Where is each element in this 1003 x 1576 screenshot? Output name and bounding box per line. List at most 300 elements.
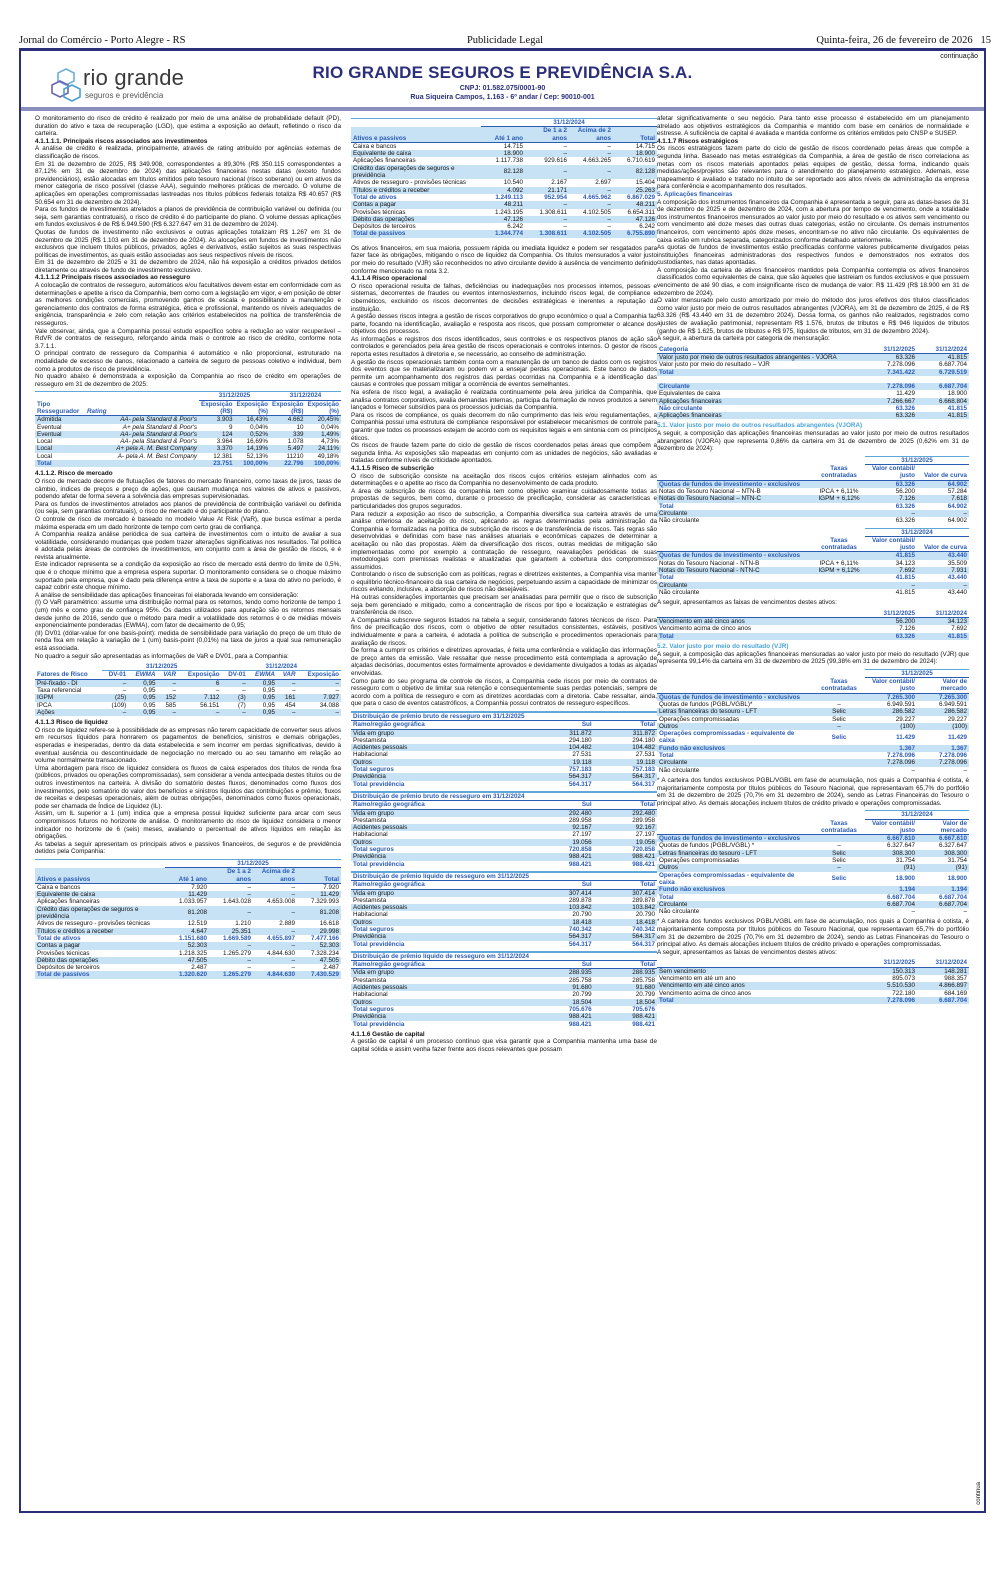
table-cell: 81.208 xyxy=(165,906,209,921)
table-row xyxy=(351,209,657,216)
table-cell: 104.482 xyxy=(594,744,657,751)
column-header: Sul xyxy=(530,881,593,889)
table-cell: – xyxy=(242,687,246,695)
table-cell: 6.687.704 xyxy=(886,893,915,901)
table-cell: Circulante xyxy=(657,759,813,766)
table-cell: 740.342 xyxy=(568,925,592,933)
table-cell: 0,95 xyxy=(248,709,277,716)
table-row xyxy=(351,904,657,911)
column-header: Total xyxy=(594,721,657,729)
table-cell: Total xyxy=(35,460,85,467)
table-cell: 1.643.028 xyxy=(222,898,251,906)
table-row xyxy=(657,819,969,835)
table-cell: Ativos de resseguro - provisões técnicas xyxy=(353,179,467,187)
table-cell: – xyxy=(157,679,178,687)
table-cell: 91.680 xyxy=(594,984,657,991)
table-cell: AA- pela Standard & Poor's xyxy=(120,438,197,446)
table-cell: Quotas de fundos de investimento - exclusivos xyxy=(657,693,813,701)
period-header: 31/12/2025 xyxy=(102,663,222,671)
table-cell: Vida em grupo xyxy=(351,809,530,817)
table-cell: Habitacional xyxy=(353,751,388,759)
table-cell: 63.326 xyxy=(895,517,915,525)
column-header: 31/12/2025 xyxy=(865,959,917,967)
column-header: Taxas contratadas xyxy=(813,819,865,835)
table-cell: 41.815 xyxy=(917,633,969,640)
table-cell: Contas a pagar xyxy=(35,942,165,949)
table-cell: 18.900 xyxy=(947,875,967,883)
table-cell: 91.680 xyxy=(530,984,593,991)
table-cell: – xyxy=(298,679,341,687)
table-cell: – xyxy=(178,709,221,716)
table-cell: 15.404 xyxy=(635,179,655,187)
table-cell: – xyxy=(525,216,569,223)
table-row xyxy=(351,230,657,237)
table-cell: Total xyxy=(659,502,674,510)
table-cell: – xyxy=(917,582,969,589)
table-cell: – xyxy=(277,709,298,716)
table-cell: Acidentes pessoais xyxy=(351,824,530,831)
table-row xyxy=(351,737,657,744)
table-cell: A- pela A. M. Best Company xyxy=(117,452,197,460)
column-header: Valor contábil/ justo xyxy=(865,536,917,552)
table-cell: 1,49% xyxy=(306,431,342,438)
table-row xyxy=(657,582,969,589)
table-cell: 1.344.774 xyxy=(481,230,525,237)
table-cell: Total previdência xyxy=(353,1020,405,1028)
table-cell: Quotas de fundos (PGBL/VGBL)* xyxy=(659,700,753,708)
table-cell: Local xyxy=(37,438,53,446)
table-cell: 564.317 xyxy=(632,940,655,948)
table-row xyxy=(657,990,969,997)
newspaper-name: Jornal do Comércio - Porto Alegre - RS xyxy=(19,34,186,46)
table-cell: 19.118 xyxy=(530,759,593,766)
table-cell: 7.278.096 xyxy=(865,759,917,766)
paragraph: A gestão de capital é um processo contínuo que visa garantir que a Companhia mantenha uma base de capital sólida e assim venha fazer frente aos riscos relevantes que possam xyxy=(351,1038,657,1054)
table-cell: 47.126 xyxy=(613,216,657,223)
column-header: Até 1 ano xyxy=(165,868,209,884)
table-cell: 19.056 xyxy=(594,839,657,846)
table-cell: 7.278.096 xyxy=(865,997,917,1004)
table-cell: 4.653.008 xyxy=(266,898,295,906)
paragraph: A seguir, a composição das aplicações financeiras mensuradas ao valor justo por meio do resultado (VJR) que representa 99,14% da carteira em 31 de dezembro de 2025 (99,38% em 31 de dezembro de 2024): xyxy=(657,650,969,666)
paragraph: A gestão de riscos operacionais também conta com a manutenção de um banco de dados com os registros dos eventos que se materializaram ou podem vir a ensejar perdas operacionais. Este banco de dados permite um acompanhamento dos registros das perdas ocorridas na Companhia e a identificação das causas e controles que possam mitigar a ocorrência de eventos semelhantes. xyxy=(351,358,657,389)
table-cell: – xyxy=(813,864,865,871)
column-header: Total xyxy=(594,801,657,809)
table-cell: Títulos e créditos a receber xyxy=(35,928,165,935)
table-cell: 11.429 xyxy=(896,390,915,398)
table-cell: 988.421 xyxy=(568,1020,592,1028)
table-row xyxy=(657,480,969,488)
table-cell: 6.327.647 xyxy=(938,842,967,850)
table-cell: 311.872 xyxy=(594,729,657,737)
table-cell: – xyxy=(963,766,967,774)
column-header xyxy=(657,536,813,552)
table-caption: Distribuição de prêmio bruto de resseguro em 31/12/2024 xyxy=(351,792,657,801)
table-cell: Caixa e bancos xyxy=(353,142,397,150)
table-cell: Valor justo por meio do resultado – VJR xyxy=(659,361,770,369)
column-header: 31/12/2024 xyxy=(865,528,969,536)
table-cell: 27.531 xyxy=(635,751,655,759)
table-row xyxy=(35,950,341,957)
column-header: Exposição xyxy=(298,671,341,679)
continuation-label: continuação xyxy=(940,53,978,60)
table-row xyxy=(351,157,657,164)
table-cell: 41.815 xyxy=(865,552,917,560)
table-cell: 0,95 xyxy=(262,687,275,695)
table-cell: 585 xyxy=(165,701,177,709)
table-cell: 25.351 xyxy=(209,928,253,935)
paragraph: A análise de sensibilidade das aplicações financeiras foi elaborada levando em consideração: xyxy=(35,591,299,599)
table-cell: Prestamista xyxy=(353,896,387,904)
table-row xyxy=(351,781,657,788)
table-cell: Notas do Tesouro Nacional – NTN-B xyxy=(659,488,761,496)
table-cell: 21.171 xyxy=(525,187,569,194)
table-cell: – xyxy=(102,709,128,716)
period-header: 31/12/2025 xyxy=(199,392,270,400)
column-header: DV-01 xyxy=(221,671,247,679)
table-cell: 63.326 xyxy=(895,404,915,412)
table-row xyxy=(351,817,657,824)
table-cell: – xyxy=(569,201,613,208)
table-cell: 6.242 xyxy=(639,223,655,231)
table-cell: 4.662 xyxy=(270,416,306,424)
paragraph: O principal contrato de resseguro da Companhia é automático e não proporcional, estruturado na modalidade de excesso de danos, relacionado a carteira de seguro de pessoas coletivo e individual, bem como a produtos de risco de previdência. xyxy=(35,350,341,373)
table-cell: 9 xyxy=(228,423,233,431)
table-cell: – xyxy=(291,964,295,972)
table-cell: Ativos de resseguro - provisões técnicas xyxy=(37,920,151,928)
column-header: De 1 a 2 anos xyxy=(209,868,253,884)
table-cell: 6.949.591 xyxy=(938,700,967,708)
table-cell: 988.421 xyxy=(530,853,593,860)
vjr-maturity-table xyxy=(657,959,969,1004)
column-header: 31/12/2025 xyxy=(865,346,917,354)
table-cell: – xyxy=(102,679,128,687)
table-cell: 49,18% xyxy=(317,452,339,460)
table-cell: – xyxy=(865,582,917,589)
table-row xyxy=(351,127,657,143)
table-row xyxy=(35,957,341,964)
table-cell: 564.317 xyxy=(530,773,593,780)
table-cell: 292.480 xyxy=(594,809,657,817)
table-cell: 2.167 xyxy=(551,179,567,187)
table-cell: Selic xyxy=(832,715,846,723)
table-cell: – xyxy=(221,709,247,716)
table-cell: Total xyxy=(659,752,674,760)
table-cell: 152 xyxy=(157,694,178,701)
table-cell: 7.278.096 xyxy=(886,361,915,369)
table-cell: 41.815 xyxy=(917,354,969,362)
vjr-table-2025 xyxy=(657,669,969,774)
column-header: Categoria xyxy=(657,346,865,354)
table-cell: Acidentes pessoais xyxy=(351,744,530,751)
table-cell: Letras financeiras do tesouro - LFT xyxy=(657,850,813,857)
premium-distribution-table xyxy=(351,871,657,948)
column-header: 31/12/2024 xyxy=(917,959,969,967)
table-cell: 18.418 xyxy=(530,919,593,926)
table-cell: 48.211 xyxy=(613,201,657,208)
table-cell: IGPM + 6,12% xyxy=(813,495,865,502)
table-row xyxy=(657,618,969,626)
paragraph: O risco operacional resulta de falhas, deficiências ou inadequações nos processos internos, pessoas e sistemas, decorrentes de fraudes ou eventos internos/externos, incluindo riscos legal, de compliance e cibernéticos, excluindo os riscos decorrentes de decisões estratégicas e inerentes a reputação da instituição. xyxy=(351,282,657,313)
section-heading: 4.1.1.3 Risco de liquidez xyxy=(35,719,108,727)
company-cnpj: CNPJ: 01.582.075/0001-90 xyxy=(459,85,546,92)
table-cell: 35.509 xyxy=(947,559,967,567)
table-cell: Não circulante xyxy=(659,766,700,774)
table-cell: 43.440 xyxy=(947,574,967,582)
table-row xyxy=(657,405,969,412)
table-cell: – xyxy=(209,891,253,898)
column-3 xyxy=(657,115,969,1007)
table-row xyxy=(657,767,969,774)
vjora-maturity-table xyxy=(657,610,969,640)
vjora-table-2024 xyxy=(657,528,969,597)
table-cell: 705.676 xyxy=(568,1005,592,1013)
column-header: Exposição (R$) xyxy=(272,400,304,415)
table-row xyxy=(35,687,341,694)
table-cell: 52,13% xyxy=(246,452,268,460)
table-cell: 56.200 xyxy=(865,618,917,626)
table-row xyxy=(351,759,657,766)
table-row xyxy=(657,997,969,1004)
table-cell: 7.126 xyxy=(865,495,917,502)
var-dv01-table xyxy=(35,663,341,716)
table-cell: 722.180 xyxy=(892,989,915,997)
column-header: Valor de mercado xyxy=(917,678,969,694)
table-row xyxy=(35,891,341,898)
table-cell: 25.263 xyxy=(613,187,657,194)
table-cell: 20.799 xyxy=(635,991,655,999)
column-header: Tipo Ressegurador xyxy=(35,400,85,416)
table-cell: – xyxy=(569,150,613,157)
table-cell: 1.669.589 xyxy=(222,934,251,942)
table-cell: Vida em grupo xyxy=(351,969,530,977)
masthead xyxy=(19,33,991,47)
column-header: Ramo/região geográfica xyxy=(351,721,530,729)
table-cell: 929.616 xyxy=(544,157,567,165)
table-cell: Quotas de fundos (PGBL/VGBL) * xyxy=(659,842,755,850)
table-row xyxy=(657,857,969,864)
table-cell: Taxa referencial xyxy=(37,687,82,695)
table-cell: 1.308.611 xyxy=(539,208,567,216)
table-cell: 43.440 xyxy=(947,588,967,596)
table-row xyxy=(35,431,341,438)
table-cell xyxy=(813,574,865,581)
table-cell: 564.317 xyxy=(530,933,593,940)
table-cell: Total previdência xyxy=(353,940,405,948)
table-cell xyxy=(813,480,865,488)
table-cell: 0,95 xyxy=(248,694,277,701)
table-cell: Selic xyxy=(831,733,847,741)
paragraph: Na esfera de risco legal, a avaliação é realizada continuamente pela área jurídica da Companhia, que analisa contratos corporativos, avalia demandas internas, participa da formação de novos produtos a serem lançados e fornecer subsídios para os processos judiciais da Companhia. xyxy=(351,389,657,412)
table-row xyxy=(351,721,657,729)
table-cell: 81.208 xyxy=(297,906,341,921)
table-cell: – xyxy=(277,679,298,687)
paragraph: A seguir, apresentamos as faixas de vencimentos destes ativos: xyxy=(657,948,837,956)
table-cell: 952.954 xyxy=(544,193,567,201)
table-cell: Operações compromissadas xyxy=(659,857,740,865)
table-cell: 4.102.505 xyxy=(569,230,613,237)
table-cell: – xyxy=(837,842,841,850)
table-row xyxy=(35,942,341,949)
table-row xyxy=(657,376,969,383)
column-header: Rating xyxy=(85,400,199,416)
table-row xyxy=(35,868,341,884)
table-row xyxy=(657,669,969,677)
table-cell: 1.194 xyxy=(865,886,917,893)
paragraph: Para os fundos de investimentos atrelados aos planos de previdência de contribuição variável ou definida (ou seja, sem garantias contratuais), o risco de mercado é do participante do plano. xyxy=(35,500,341,516)
table-row xyxy=(657,901,969,908)
column-header xyxy=(657,959,865,967)
table-row xyxy=(351,150,657,157)
table-cell: – xyxy=(911,766,915,774)
table-cell: Vida em grupo xyxy=(351,889,530,897)
table-row xyxy=(657,589,969,596)
table-row xyxy=(351,897,657,904)
table-cell: 18.504 xyxy=(530,999,593,1006)
table-cell: Total de passivos xyxy=(351,230,481,237)
table-cell xyxy=(813,894,865,901)
table-cell: 64.902 xyxy=(947,502,967,510)
table-cell: 289.878 xyxy=(632,896,655,904)
table-cell: 31.754 xyxy=(947,857,967,865)
table-row xyxy=(35,859,341,867)
table-cell: Previdência xyxy=(351,933,530,940)
logo-wordmark: rio grande xyxy=(83,65,185,90)
table-cell: 7.265.300 xyxy=(917,693,969,701)
publication-date: Quinta-feira, 26 de fevereiro de 2026 xyxy=(816,34,973,46)
company-title-block xyxy=(221,63,784,101)
table-row xyxy=(351,999,657,1006)
table-cell: Fundo não exclusivos xyxy=(657,886,813,893)
table-cell: (109) xyxy=(111,701,127,709)
table-cell: 19.118 xyxy=(594,759,657,766)
paragraph: O risco de mercado decorre de flutuações de fatores do mercado financeiro, como taxas de juros, taxas de câmbio, índices de preços e preço de ações, que causam mudança nos valores de ativos e passivos, podendo afetar de forma severa a solvência das empresas supervisionadas. xyxy=(35,477,341,501)
table-cell: Habitacional xyxy=(353,991,388,999)
table-cell: – xyxy=(525,150,569,157)
section-heading: 4.1.1.6 Gestão de capital xyxy=(351,1030,425,1038)
table-cell: Aplicações financeiras xyxy=(657,398,865,405)
table-cell: 4.665.962 xyxy=(582,193,611,201)
column-header: Ativos e passivos xyxy=(351,127,481,143)
table-row xyxy=(657,850,969,857)
premium-tables xyxy=(351,711,657,1028)
table-cell: Provisões técnicas xyxy=(353,208,406,216)
table-cell: 0,04% xyxy=(250,423,268,431)
paragraph: Controlando o risco de subscrição com as políticas, regras e diretrizes existentes, a Companhia visa manter o equilíbrio técnico-financeiro da sua carteira de negócios, perpetuando assim a capacidade de minimizar os riscos evitando, inclusive, a absorção de riscos não desejáveis. xyxy=(351,571,657,594)
table-row xyxy=(351,889,657,897)
table-cell: 6.755.890 xyxy=(613,230,657,237)
paragraph: Este indicador representa se a condição da exposição ao risco de mercado está dentro do limite de 0,5%, que é o choque mínimo que a empresa espera suportar. O monitoramento considera se o choque máximo suportado pela empresa, que é dado pela diferença entre a taxa de suporte e a taxa do ativo no período, é capaz cobrir este choque mínimo. xyxy=(35,561,341,592)
table-cell: Vencimento em até cinco anos xyxy=(657,982,865,989)
table-cell: – xyxy=(172,687,177,695)
table-row xyxy=(657,465,969,481)
table-cell: Selic xyxy=(813,850,865,857)
table-cell: 6.949.591 xyxy=(886,700,915,708)
table-cell: Previdência xyxy=(351,1013,530,1020)
table-cell: Operações compromissadas - equivalente de caixa xyxy=(659,871,795,886)
table-cell: 3.370 xyxy=(199,445,235,452)
table-cell: 757.183 xyxy=(568,766,592,774)
table-cell: Depósitos de terceiros xyxy=(37,964,100,972)
table-row xyxy=(657,894,969,901)
table-cell: 4.647 xyxy=(165,928,209,935)
table-cell: IGPM + 6,12% xyxy=(813,567,865,574)
paragraph: Assim, um IL superior a 1 (um) indica que a empresa possui liquidez suficiente para arcar com seus compromissos futuros no horizonte de análise. O monitoramento do risco de liquidez considera o menor indicador no horizonte de 6 (seis) meses, avaliando o percentual de ativos líquidos em relação às obrigações. xyxy=(35,810,341,841)
table-cell: 1.117.738 xyxy=(495,157,523,165)
table-cell: – xyxy=(865,510,917,517)
paragraph: A seguir, a abertura da carteira por categoria de mensuração: xyxy=(657,335,830,343)
column-header: Ramo/região geográfica xyxy=(351,961,530,969)
table-cell: 1.033.957 xyxy=(178,898,207,906)
table-row xyxy=(351,911,657,918)
table-cell: 56.151 xyxy=(200,701,220,709)
table-cell: 7.265.300 xyxy=(865,693,917,701)
paragraph: Para reduzir a exposição ao risco de subscrição, a Companhia diversifica sua carteira através de uma análise criteriosa de aceitação do risco, aplicando as regras determinadas pela administração da Companhia e formalizadas na política de subscrição de riscos e de transferência de riscos. Tais regras são desenvolvidas e definidas com base nas análises atuariais e econômicas capazes de determinar a aceitação ou não das propostas. Além da diversificação dos riscos, outras medidas de mitigação são implementadas como por exemplo a contratação de resseguro, reavaliações periódicas de suas metodologias com premissas realistas e atualizadas que garantem a cobertura dos compromissos assumidos. xyxy=(351,510,657,571)
table-row xyxy=(35,920,341,927)
table-cell: Circulante xyxy=(657,510,813,517)
table-cell: 41.815 xyxy=(947,404,967,412)
table-cell: 564.317 xyxy=(568,780,592,788)
table-cell: – xyxy=(563,142,567,150)
table-cell: Quotas de fundos de investimento - exclusivos xyxy=(657,552,813,560)
section-heading: 5.2. Valor justo por meio do resultado (VJR) xyxy=(657,642,789,650)
table-cell: – xyxy=(917,510,969,517)
table-cell: 1.249.113 xyxy=(495,193,523,201)
table-cell: 7.920 xyxy=(323,883,339,891)
column-header: Exposição xyxy=(178,671,221,679)
table-cell: 0,95 xyxy=(143,687,156,695)
table-cell: Total xyxy=(659,893,674,901)
table-cell: 18.900 xyxy=(947,390,967,398)
table-cell xyxy=(85,460,199,467)
table-cell: 6.687.704 xyxy=(917,901,969,908)
table-cell: 27.197 xyxy=(572,831,592,839)
table-cell: Notas do Tesouro Nacional - NTN-C xyxy=(657,567,813,574)
column-header: 31/12/2024 xyxy=(917,610,969,618)
table-cell: 63.326 xyxy=(865,633,917,640)
paragraph: As informações e registros dos riscos identificados, seus controles e os respectivos planos de ação são controlados e gerenciados pela área gestão de riscos operacionais e controles internos. O gestor de riscos reporta estes resultados à diretoria e, se necessário, ao conselho de administração. xyxy=(351,335,657,359)
column-header: 31/12/2024 xyxy=(865,811,969,819)
table-row xyxy=(351,801,657,809)
table-cell: 11.429 xyxy=(948,733,967,741)
table-cell: 48.211 xyxy=(481,201,525,208)
table-cell: – xyxy=(253,906,297,921)
page-number: 15 xyxy=(980,34,991,46)
table-cell: Circulante xyxy=(657,383,865,390)
table-cell: Total previdência xyxy=(353,860,405,868)
period-header: 31/12/2024 xyxy=(270,392,341,400)
table-row xyxy=(657,886,969,893)
table-row xyxy=(657,610,969,618)
table-cell: 10.540 xyxy=(503,179,523,187)
table-cell: 740.342 xyxy=(632,925,655,933)
table-cell: 4.102.505 xyxy=(582,208,611,216)
table-cell: Outros xyxy=(351,999,530,1006)
paragraph: Em 31 de dezembro de 2025 e 31 de dezembro de 2024, não há exposição a créditos privados detidos diretamente ou através de fundo de investimento exclusivo. xyxy=(35,259,341,274)
table-cell: AA- pela Standard & Poor's xyxy=(85,431,199,438)
table-cell: IPCA + 6,11% xyxy=(819,488,859,496)
table-row xyxy=(35,709,341,716)
column-header: Sul xyxy=(530,961,593,969)
paragraph: (I) O VaR paramétrico: assume uma distribuição normal para os retornos, tendo como horizonte de tempo 1 (um) mês e como grau de confiança 95%. Os dados utilizados para apuração são os retornos mensais desde junho de 2016, sendo que o método para medir a volatilidade dos retornos é o de médias móveis exponencialmente ponderadas (EWMA), com fator de decaimento de 0,95; xyxy=(35,599,341,630)
table-row xyxy=(35,694,341,701)
table-row xyxy=(35,424,341,431)
table-row xyxy=(351,824,657,831)
column-header: 31/12/2025 xyxy=(865,456,969,464)
table-cell: 720.858 xyxy=(568,846,592,854)
table-row xyxy=(351,142,657,150)
table-row xyxy=(35,453,341,460)
